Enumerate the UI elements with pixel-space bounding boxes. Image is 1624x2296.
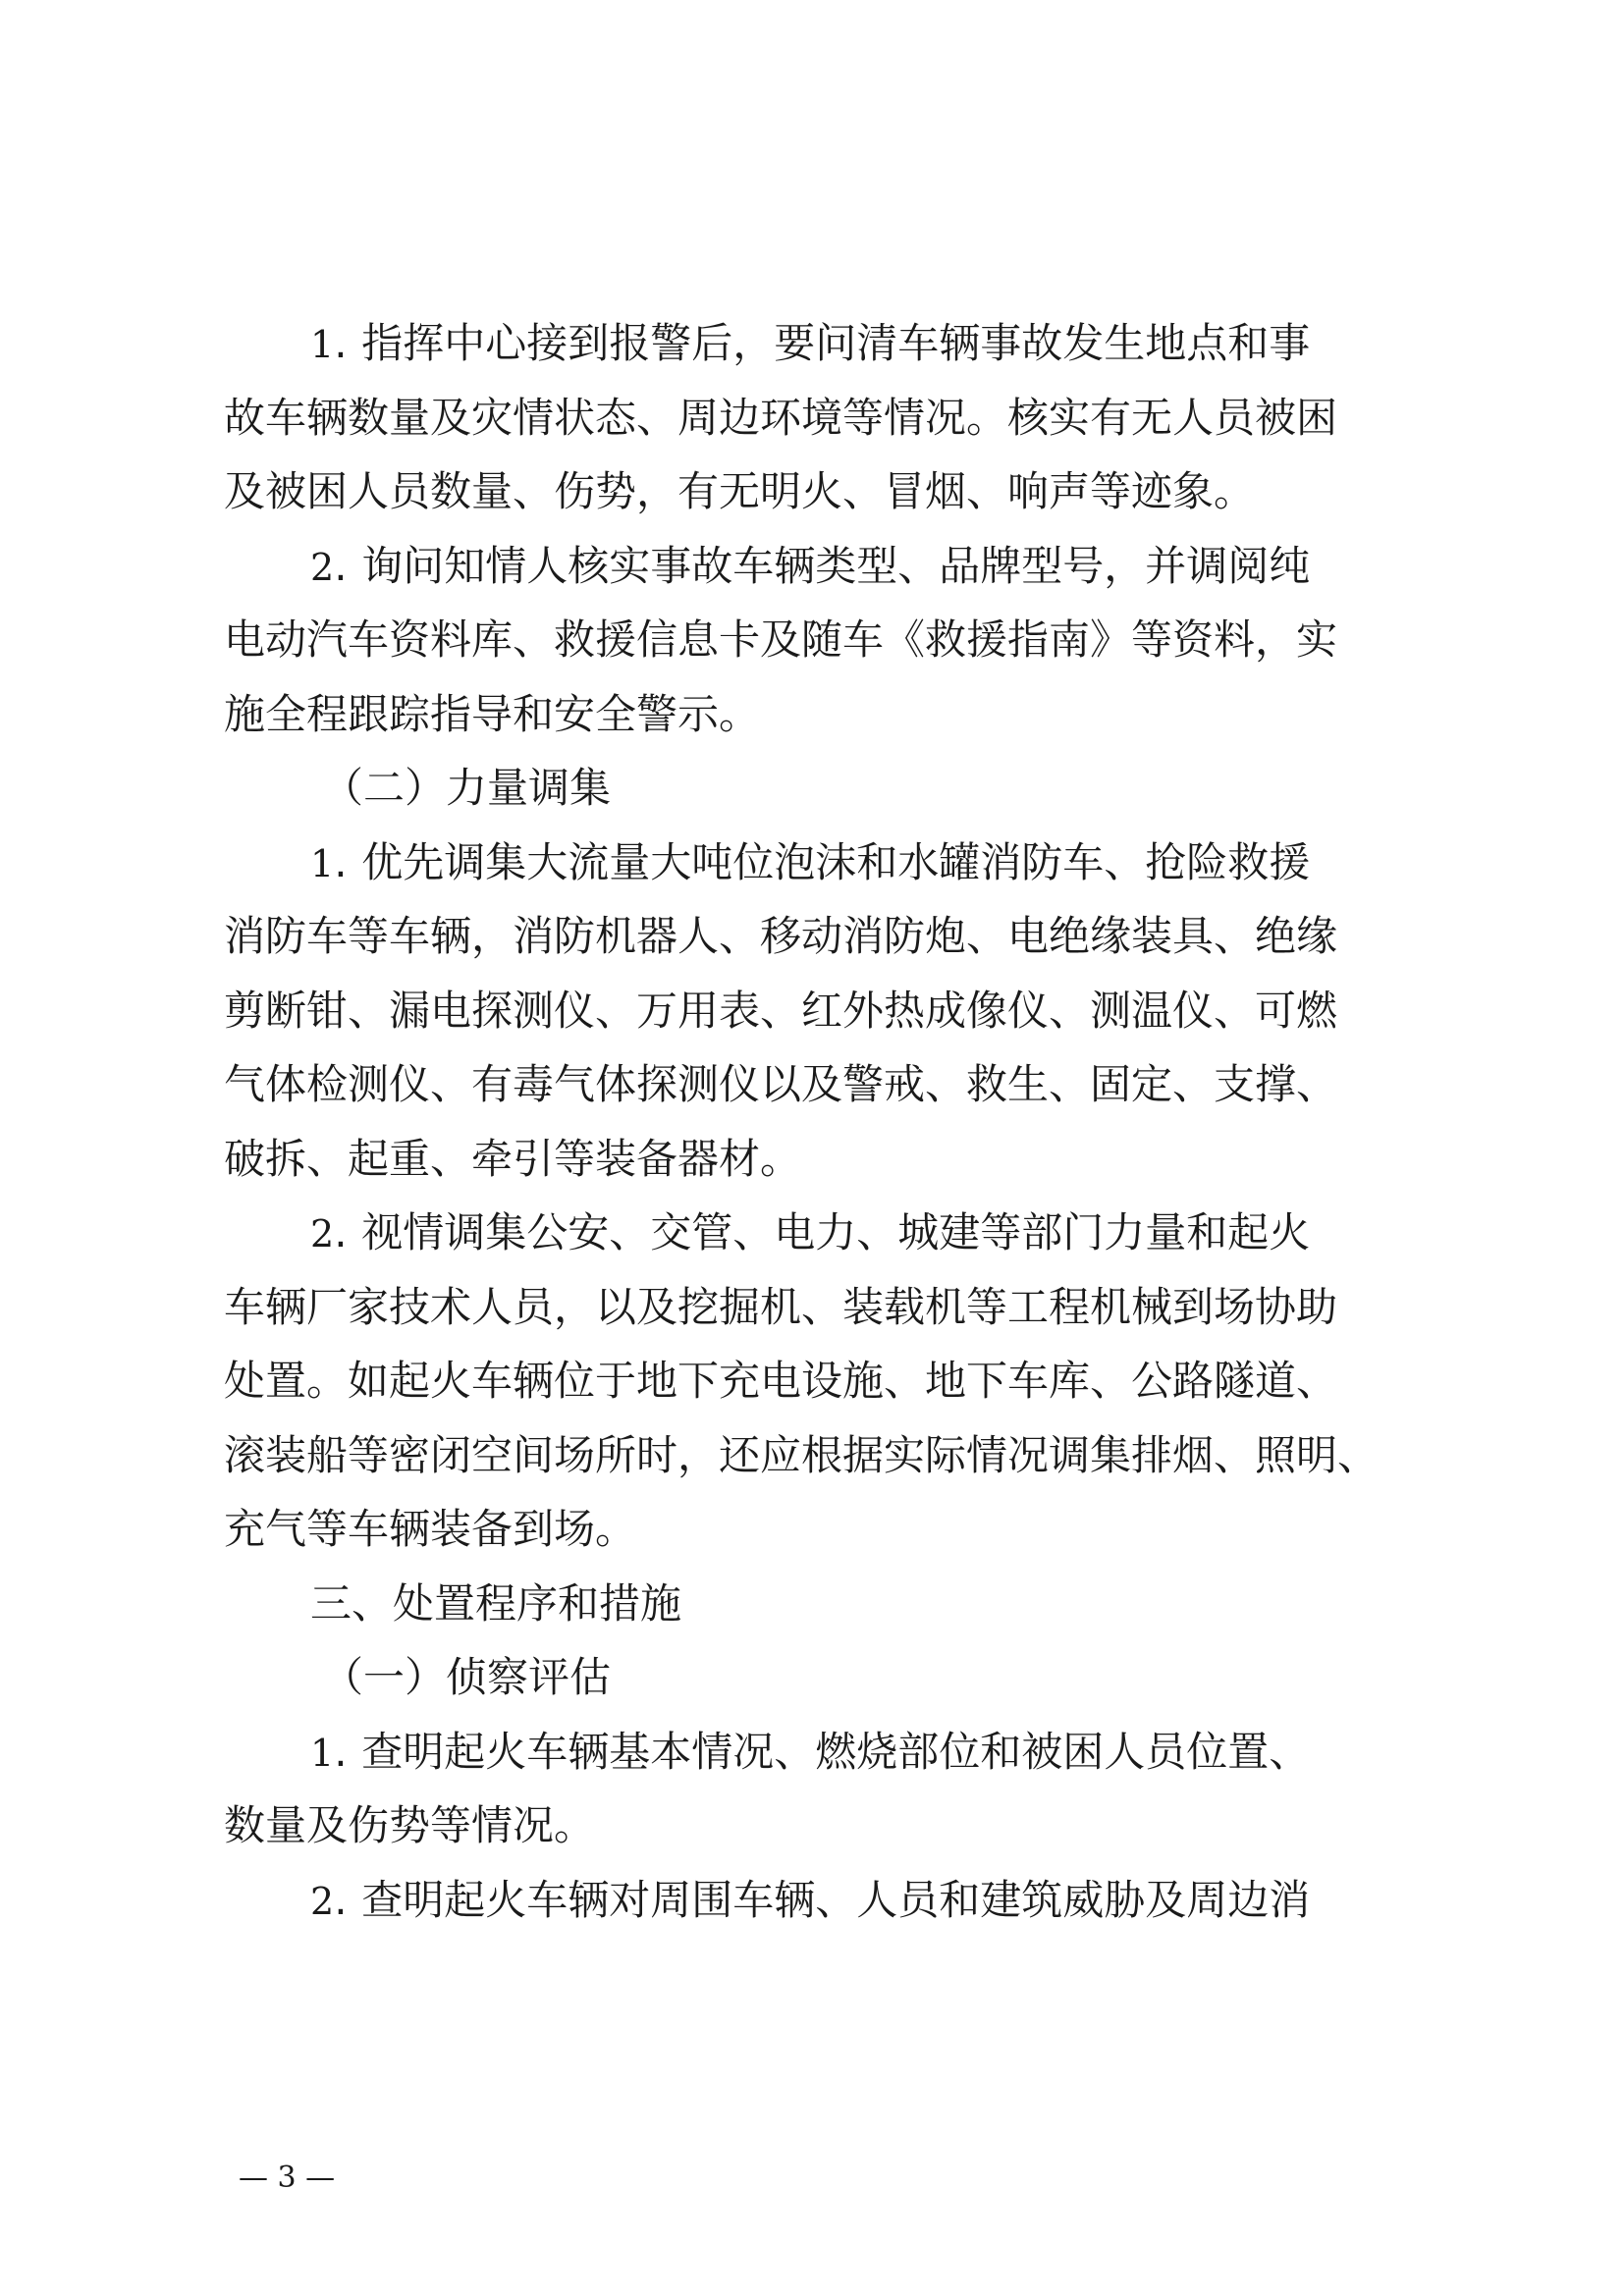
line-text: 剪断钳、漏电探测仪、万用表、红外热成像仪、测温仪、可燃 <box>224 987 1338 1035</box>
paragraph-line <box>224 687 760 742</box>
paragraph-line <box>224 1798 595 1853</box>
section-heading <box>322 761 611 816</box>
paragraph-line <box>224 1354 1337 1409</box>
page-number: — 3 — <box>239 2161 336 2195</box>
heading-text: 三、处置程序和措施 <box>310 1579 682 1628</box>
heading-text: （二）力量调集 <box>322 764 612 812</box>
heading-text: （一）侦察评估 <box>322 1653 612 1701</box>
paragraph-line <box>224 1280 1337 1335</box>
line-text: 破拆、起重、牵引等装备器材。 <box>224 1135 802 1183</box>
list-number: 2 <box>310 1212 335 1255</box>
line-text: 查明起火车辆对周围车辆、人员和建筑威胁及周边消 <box>361 1876 1311 1924</box>
paragraph-line: 1. 查明起火车辆基本情况、燃烧部位和被困人员位置、 <box>310 1728 1311 1776</box>
line-text: 询问知情人核实事故车辆类型、品牌型号，并调阅纯 <box>361 542 1311 590</box>
line-text: 指挥中心接到报警后，要问清车辆事故发生地点和事 <box>361 319 1311 367</box>
paragraph-line <box>224 984 1337 1039</box>
line-text: 视情调集公安、交管、电力、城建等部门力量和起火 <box>361 1208 1311 1256</box>
paragraph-line <box>224 1428 1379 1483</box>
section-heading <box>322 1650 611 1705</box>
paragraph-line <box>224 1502 636 1557</box>
list-number: 2 <box>310 1880 335 1923</box>
paragraph-line <box>224 1057 1337 1112</box>
section-heading <box>310 1576 681 1631</box>
paragraph-line: 2. 询问知情人核实事故车辆类型、品牌型号，并调阅纯 <box>310 542 1311 590</box>
line-text: 施全程跟踪指导和安全警示。 <box>224 690 761 738</box>
paragraph-line <box>224 909 1337 964</box>
list-number: 1 <box>310 323 335 366</box>
line-text: 车辆厂家技术人员，以及挖掘机、装载机等工程机械到场协助 <box>224 1283 1338 1331</box>
paragraph-line <box>224 1132 801 1187</box>
line-text: 电动汽车资料库、救援信息卡及随车《救援指南》等资料，实 <box>224 615 1338 664</box>
list-number: 2 <box>310 546 335 589</box>
paragraph-line: 2. 查明起火车辆对周围车辆、人员和建筑威胁及周边消 <box>310 1876 1311 1924</box>
line-text: 查明起火车辆基本情况、燃烧部位和被困人员位置、 <box>361 1728 1311 1776</box>
line-text: 故车辆数量及灾情状态、周边环境等情况。核实有无人员被困 <box>224 394 1338 442</box>
line-text: 滚装船等密闭空间场所时，还应根据实际情况调集排烟、照明、 <box>224 1431 1380 1479</box>
paragraph-line: 1. 优先调集大流量大吨位泡沫和水罐消防车、抢险救援 <box>310 838 1311 886</box>
line-text: 消防车等车辆，消防机器人、移动消防炮、电绝缘装具、绝缘 <box>224 912 1338 960</box>
line-text: 及被困人员数量、伤势，有无明火、冒烟、响声等迹象。 <box>224 467 1256 515</box>
line-text: 充气等车辆装备到场。 <box>224 1505 637 1553</box>
line-text: 优先调集大流量大吨位泡沫和水罐消防车、抢险救援 <box>361 838 1311 886</box>
list-number: 1 <box>310 842 335 885</box>
line-text: 处置。如起火车辆位于地下充电设施、地下车库、公路隧道、 <box>224 1357 1338 1405</box>
paragraph-line <box>224 613 1337 667</box>
paragraph-line <box>224 391 1337 446</box>
line-text: 数量及伤势等情况。 <box>224 1801 596 1849</box>
paragraph-line: 1. 指挥中心接到报警后，要问清车辆事故发生地点和事 <box>310 319 1311 367</box>
paragraph-line: 2. 视情调集公安、交管、电力、城建等部门力量和起火 <box>310 1208 1311 1256</box>
list-number: 1 <box>310 1732 335 1775</box>
paragraph-line <box>224 464 1255 519</box>
line-text: 气体检测仪、有毒气体探测仪以及警戒、救生、固定、支撑、 <box>224 1060 1338 1108</box>
